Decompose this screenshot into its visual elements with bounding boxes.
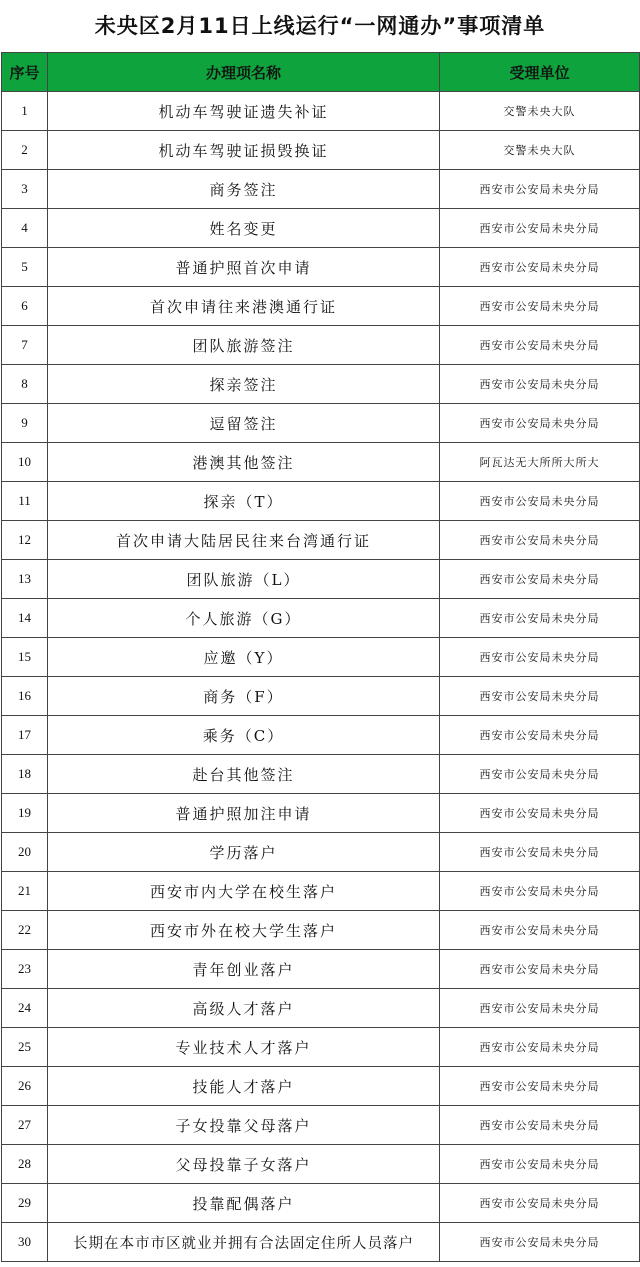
row-item-name: 学历落户 [48, 833, 440, 872]
table-row [2, 989, 640, 1028]
row-accepting-unit: 西安市公安局未央分局 [440, 1184, 640, 1223]
row-index: 22 [2, 911, 48, 950]
row-index: 9 [2, 404, 48, 443]
row-index: 11 [2, 482, 48, 521]
table-row [2, 131, 640, 170]
header-name: 办理项名称 [48, 53, 440, 92]
table-row [2, 1067, 640, 1106]
row-index: 28 [2, 1145, 48, 1184]
table-row [2, 1184, 640, 1223]
row-item-name: 机动车驾驶证损毁换证 [48, 131, 440, 170]
row-index: 13 [2, 560, 48, 599]
row-index: 16 [2, 677, 48, 716]
header-unit: 受理单位 [440, 53, 640, 92]
row-item-name: 港澳其他签注 [48, 443, 440, 482]
row-index: 3 [2, 170, 48, 209]
row-index: 17 [2, 716, 48, 755]
table-row [2, 833, 640, 872]
row-item-name: 首次申请大陆居民往来台湾通行证 [48, 521, 440, 560]
row-index: 19 [2, 794, 48, 833]
row-item-name: 子女投靠父母落户 [48, 1106, 440, 1145]
row-item-name: 普通护照加注申请 [48, 794, 440, 833]
row-accepting-unit: 阿瓦达无大所所大所大 [440, 443, 640, 482]
row-item-name: 商务签注 [48, 170, 440, 209]
row-accepting-unit: 西安市公安局未央分局 [440, 521, 640, 560]
table-row [2, 1145, 640, 1184]
row-item-name: 首次申请往来港澳通行证 [48, 287, 440, 326]
row-accepting-unit: 西安市公安局未央分局 [440, 872, 640, 911]
table-row [2, 755, 640, 794]
row-accepting-unit: 西安市公安局未央分局 [440, 755, 640, 794]
row-accepting-unit: 西安市公安局未央分局 [440, 248, 640, 287]
table-row [2, 404, 640, 443]
row-index: 14 [2, 599, 48, 638]
row-index: 10 [2, 443, 48, 482]
row-index: 25 [2, 1028, 48, 1067]
row-index: 20 [2, 833, 48, 872]
row-item-name: 青年创业落户 [48, 950, 440, 989]
table-row [2, 365, 640, 404]
table-row [2, 521, 640, 560]
table-row [2, 872, 640, 911]
row-index: 21 [2, 872, 48, 911]
row-accepting-unit: 西安市公安局未央分局 [440, 833, 640, 872]
row-index: 24 [2, 989, 48, 1028]
row-accepting-unit: 西安市公安局未央分局 [440, 1145, 640, 1184]
table-row [2, 92, 640, 131]
row-item-name: 父母投靠子女落户 [48, 1145, 440, 1184]
table-row [2, 950, 640, 989]
row-item-name: 专业技术人才落户 [48, 1028, 440, 1067]
row-item-name: 探亲签注 [48, 365, 440, 404]
row-index: 12 [2, 521, 48, 560]
table-row [2, 716, 640, 755]
table-row [2, 1028, 640, 1067]
row-accepting-unit: 西安市公安局未央分局 [440, 599, 640, 638]
row-index: 7 [2, 326, 48, 365]
row-item-name: 探亲（T） [48, 482, 440, 521]
row-item-name: 普通护照首次申请 [48, 248, 440, 287]
row-accepting-unit: 西安市公安局未央分局 [440, 209, 640, 248]
row-item-name: 高级人才落户 [48, 989, 440, 1028]
row-item-name: 长期在本市市区就业并拥有合法固定住所人员落户 [48, 1223, 440, 1262]
row-index: 5 [2, 248, 48, 287]
row-index: 30 [2, 1223, 48, 1262]
row-index: 4 [2, 209, 48, 248]
table-row [2, 794, 640, 833]
row-item-name: 西安市内大学在校生落户 [48, 872, 440, 911]
row-item-name: 商务（F） [48, 677, 440, 716]
table-header-row [2, 53, 640, 92]
row-accepting-unit: 西安市公安局未央分局 [440, 794, 640, 833]
row-item-name: 技能人才落户 [48, 1067, 440, 1106]
items-table [1, 52, 640, 1262]
row-accepting-unit: 西安市公安局未央分局 [440, 638, 640, 677]
row-accepting-unit: 西安市公安局未央分局 [440, 482, 640, 521]
row-index: 27 [2, 1106, 48, 1145]
table-row [2, 638, 640, 677]
row-accepting-unit: 西安市公安局未央分局 [440, 326, 640, 365]
table-row [2, 911, 640, 950]
row-accepting-unit: 西安市公安局未央分局 [440, 170, 640, 209]
row-accepting-unit: 西安市公安局未央分局 [440, 1223, 640, 1262]
row-index: 15 [2, 638, 48, 677]
table-row [2, 248, 640, 287]
row-item-name: 机动车驾驶证遗失补证 [48, 92, 440, 131]
table-row [2, 599, 640, 638]
row-item-name: 团队旅游签注 [48, 326, 440, 365]
row-item-name: 赴台其他签注 [48, 755, 440, 794]
table-row [2, 1106, 640, 1145]
row-item-name: 个人旅游（G） [48, 599, 440, 638]
table-row [2, 677, 640, 716]
table-row [2, 209, 640, 248]
header-index: 序号 [2, 53, 48, 92]
row-item-name: 姓名变更 [48, 209, 440, 248]
table-row [2, 482, 640, 521]
row-accepting-unit: 西安市公安局未央分局 [440, 365, 640, 404]
page-title: 未央区2月11日上线运行“一网通办”事项清单 [94, 14, 546, 38]
row-item-name: 乘务（C） [48, 716, 440, 755]
row-index: 6 [2, 287, 48, 326]
row-index: 8 [2, 365, 48, 404]
table-row [2, 170, 640, 209]
row-index: 18 [2, 755, 48, 794]
row-accepting-unit: 交警未央大队 [440, 92, 640, 131]
row-item-name: 投靠配偶落户 [48, 1184, 440, 1223]
row-item-name: 逗留签注 [48, 404, 440, 443]
table-row [2, 560, 640, 599]
table-row [2, 443, 640, 482]
row-index: 1 [2, 92, 48, 131]
row-accepting-unit: 交警未央大队 [440, 131, 640, 170]
row-index: 23 [2, 950, 48, 989]
row-accepting-unit: 西安市公安局未央分局 [440, 560, 640, 599]
table-row [2, 326, 640, 365]
row-accepting-unit: 西安市公安局未央分局 [440, 1106, 640, 1145]
row-accepting-unit: 西安市公安局未央分局 [440, 989, 640, 1028]
row-item-name: 应邀（Y） [48, 638, 440, 677]
row-accepting-unit: 西安市公安局未央分局 [440, 950, 640, 989]
table-row [2, 287, 640, 326]
row-accepting-unit: 西安市公安局未央分局 [440, 287, 640, 326]
row-accepting-unit: 西安市公安局未央分局 [440, 677, 640, 716]
row-accepting-unit: 西安市公安局未央分局 [440, 911, 640, 950]
row-accepting-unit: 西安市公安局未央分局 [440, 1067, 640, 1106]
row-accepting-unit: 西安市公安局未央分局 [440, 716, 640, 755]
row-accepting-unit: 西安市公安局未央分局 [440, 404, 640, 443]
row-item-name: 西安市外在校大学生落户 [48, 911, 440, 950]
row-item-name: 团队旅游（L） [48, 560, 440, 599]
table-row [2, 1223, 640, 1262]
row-index: 26 [2, 1067, 48, 1106]
row-index: 29 [2, 1184, 48, 1223]
row-accepting-unit: 西安市公安局未央分局 [440, 1028, 640, 1067]
row-index: 2 [2, 131, 48, 170]
